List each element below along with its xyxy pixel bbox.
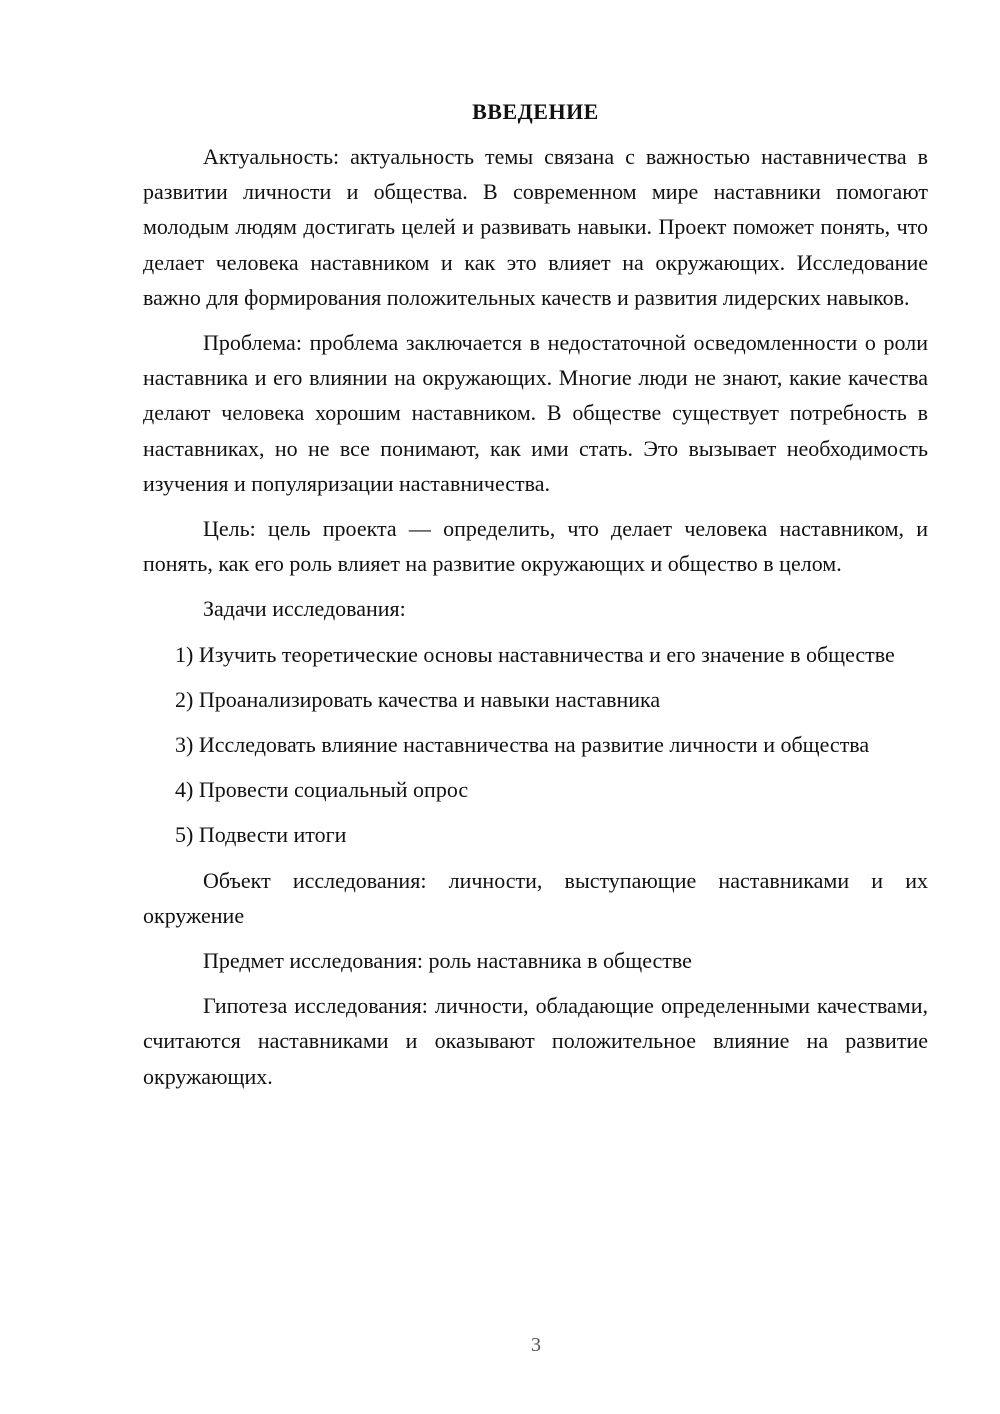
task-item-2: 2) Проанализировать качества и навыки наставника	[175, 686, 661, 712]
goal-paragraph: Цель: цель проекта — определить, что делает человека наставником, и понять, как его роль влияет на развитие окружающих и общество в целом.	[143, 516, 928, 577]
page-content	[143, 94, 928, 1104]
task-item-1: 1) Изучить теоретические основы наставничества и его значение в обществе	[175, 641, 895, 667]
hypothesis-paragraph: Гипотеза исследования: личности, обладающие определенными качествами, считаются наставниками и оказывают положительное влияние на развитие окружающих.	[143, 993, 928, 1089]
page-number: 3	[531, 1334, 541, 1356]
task-item-5: 5) Подвести итоги	[175, 822, 347, 848]
research-subject-paragraph: Предмет исследования: роль наставника в обществе	[203, 948, 692, 974]
tasks-heading: Задачи исследования:	[203, 596, 406, 622]
relevance-paragraph: Актуальность: актуальность темы связана с важностью наставничества в развитии личности и общества. В современном мире наставники помогают молодым людям достигать целей и развивать навыки. Проект поможет понять, что делает человека наставником и как это влияет на окружающих. Исследование важно для формирования положительных качеств и развития лидерских навыков.	[143, 144, 928, 310]
research-object-paragraph: Объект исследования: личности, выступающие наставниками и их окружение	[143, 867, 928, 928]
page-title: ВВЕДЕНИЕ	[472, 99, 599, 124]
task-item-4: 4) Провести социальный опрос	[175, 777, 469, 803]
problem-paragraph: Проблема: проблема заключается в недостаточной осведомленности о роли наставника и его влиянии на окружающих. Многие люди не знают, какие качества делают человека хорошим наставником. В обществе существует потребность в наставниках, но не все понимают, как ими стать. Это вызывает необходимость изучения и популяризации наставничества.	[143, 330, 928, 496]
task-item-3: 3) Исследовать влияние наставничества на развитие личности и общества	[175, 732, 870, 758]
